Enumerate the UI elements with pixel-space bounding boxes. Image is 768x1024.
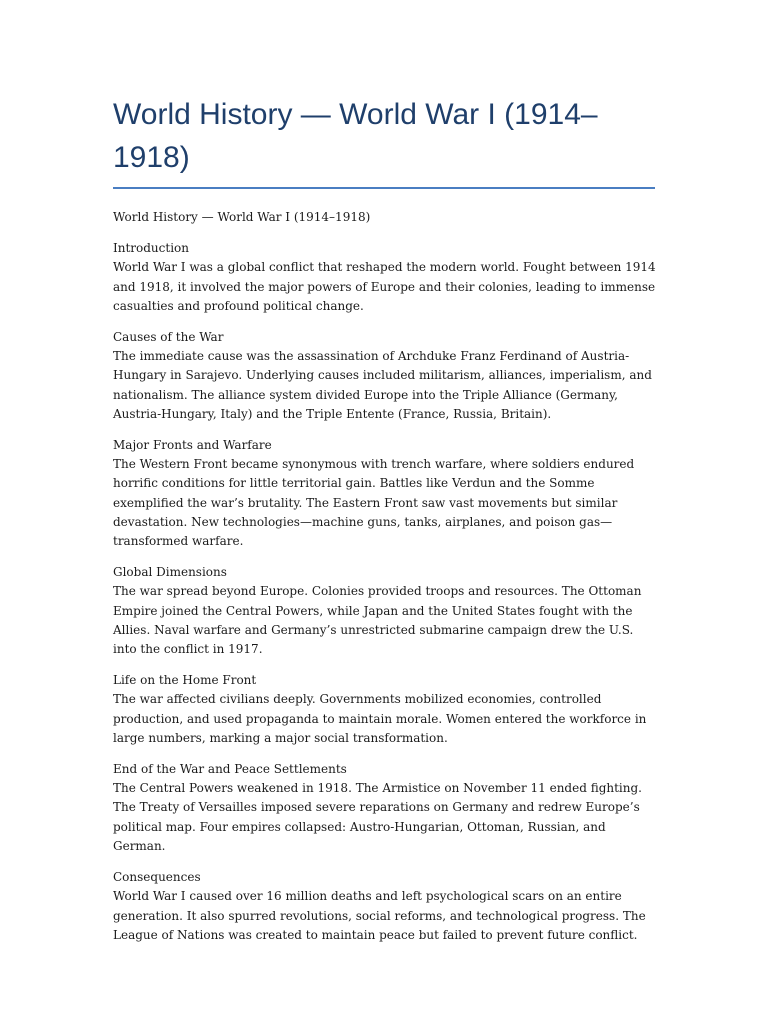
section-body: The Western Front became synonymous with trench warfare, where soldiers endured horrific conditions for little territorial gain. Battles like Verdun and the Somme exemplified the war’s brutality. The Eastern Front saw vast movements but similar devastation. New technologies—machine guns, tanks, airplanes, and poison gas—transformed warfare.: [113, 457, 635, 549]
section-heading: Introduction: [113, 241, 189, 256]
section-heading: Major Fronts and Warfare: [113, 438, 272, 453]
title-divider: [113, 187, 655, 189]
section-global: [113, 563, 658, 659]
section-end-of-war: [113, 760, 658, 856]
document-subtitle: World History — World War I (1914–1918): [113, 210, 371, 224]
section-heading: Causes of the War: [113, 330, 224, 345]
section-body: World War I was a global conflict that reshaped the modern world. Fought between 1914 and 1918, it involved the major powers of Europe and their colonies, leading to immense casualties and profound political change.: [113, 260, 656, 313]
section-consequences: [113, 868, 658, 945]
section-heading: Global Dimensions: [113, 565, 227, 580]
section-heading: End of the War and Peace Settlements: [113, 762, 347, 777]
section-body: The Central Powers weakened in 1918. The Armistice on November 11 ended fighting. The Treaty of Versailles imposed severe reparations on Germany and redrew Europe’s political map. Four empires collapsed: Austro-Hungarian, Ottoman, Russian, and German.: [113, 781, 642, 853]
document-title: World History — World War I (1914–1918): [113, 98, 598, 174]
section-heading: Consequences: [113, 870, 201, 885]
section-fronts: [113, 436, 658, 551]
section-body: The immediate cause was the assassination of Archduke Franz Ferdinand of Austria-Hungary in Sarajevo. Underlying causes included militarism, alliances, imperialism, and nationalism. The alliance system divided Europe into the Triple Alliance (Germany, Austria-Hungary, Italy) and the Triple Entente (France, Russia, Britain).: [113, 349, 652, 421]
section-introduction: [113, 239, 658, 316]
section-body: The war affected civilians deeply. Governments mobilized economies, controlled production, and used propaganda to maintain morale. Women entered the workforce in large numbers, marking a major social transformation.: [113, 692, 647, 745]
section-heading: Life on the Home Front: [113, 673, 257, 688]
section-causes: [113, 328, 658, 424]
document-page: [113, 93, 658, 945]
section-home-front: [113, 671, 658, 748]
section-body: World War I caused over 16 million deaths and left psychological scars on an entire generation. It also spurred revolutions, social reforms, and technological progress. The League of Nations was created to maintain peace but failed to prevent future conflict.: [113, 889, 646, 942]
section-body: The war spread beyond Europe. Colonies provided troops and resources. The Ottoman Empire joined the Central Powers, while Japan and the United States fought with the Allies. Naval warfare and Germany’s unrestricted submarine campaign drew the U.S. into the conflict in 1917.: [113, 584, 642, 657]
